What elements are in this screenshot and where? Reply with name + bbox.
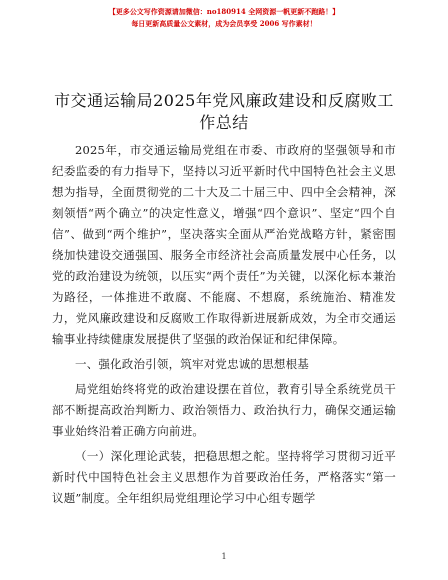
header-banner: [0, 6, 448, 30]
banner-line-2: 每日更新高质量公文素材，成为会员享受 2006 写作素材！: [131, 19, 317, 28]
paragraph-section-1: 局党组始终将党的政治建设摆在首位，教育引导全系统党员干部不断提高政治判断力、政治领悟力、政治执行力，确保交通运输事业始终沿着正确方向前进。: [52, 382, 396, 438]
section-heading-1: 一、强化政治引领，筑牢对党忠诚的思想根基: [75, 357, 309, 371]
paragraph-intro: 2025年，市交通运输局党组在市委、市政府的坚强领导和市纪委监委的有力指导下，坚持以习近平新时代中国特色社会主义思想为指导，全面贯彻党的二十大及二十届三中、四中全会精神，深刻领悟“两个确立”的决定性意义，增强“四个意识”、坚定“四个自信”、做到“两个维护”，坚决落实全面从严治党战略方针，紧密围绕加快建设交通强国、服务全市经济社会高质量发展中心任务，以党的政治建设为统领，以压实“两个责任”为关键，以深化标本兼治为路径，一体推进不敢腐、不能腐、不想腐，系统施治、精准发力，党风廉政建设和反腐败工作取得新进展新成效，为全市交通运输事业持续健康发展提供了坚强的政治保证和纪律保障。: [52, 143, 396, 346]
paragraph-subsection-1: （一）深化理论武装，把稳思想之舵。坚持将学习贯彻习近平新时代中国特色社会主义思想作为首要政治任务，严格落实“第一议题”制度。全年组织局党组理论学习中心组专题学: [52, 449, 396, 505]
document-title: 市交通运输局2025年党风廉政建设和反腐败工作总结: [54, 91, 394, 132]
banner-line-1: 【更多公文写作资源请加微信：no180914 全网资源一帆更新不跑路！】: [108, 7, 340, 16]
page-number: 1: [221, 552, 227, 561]
document-body: [52, 140, 396, 509]
